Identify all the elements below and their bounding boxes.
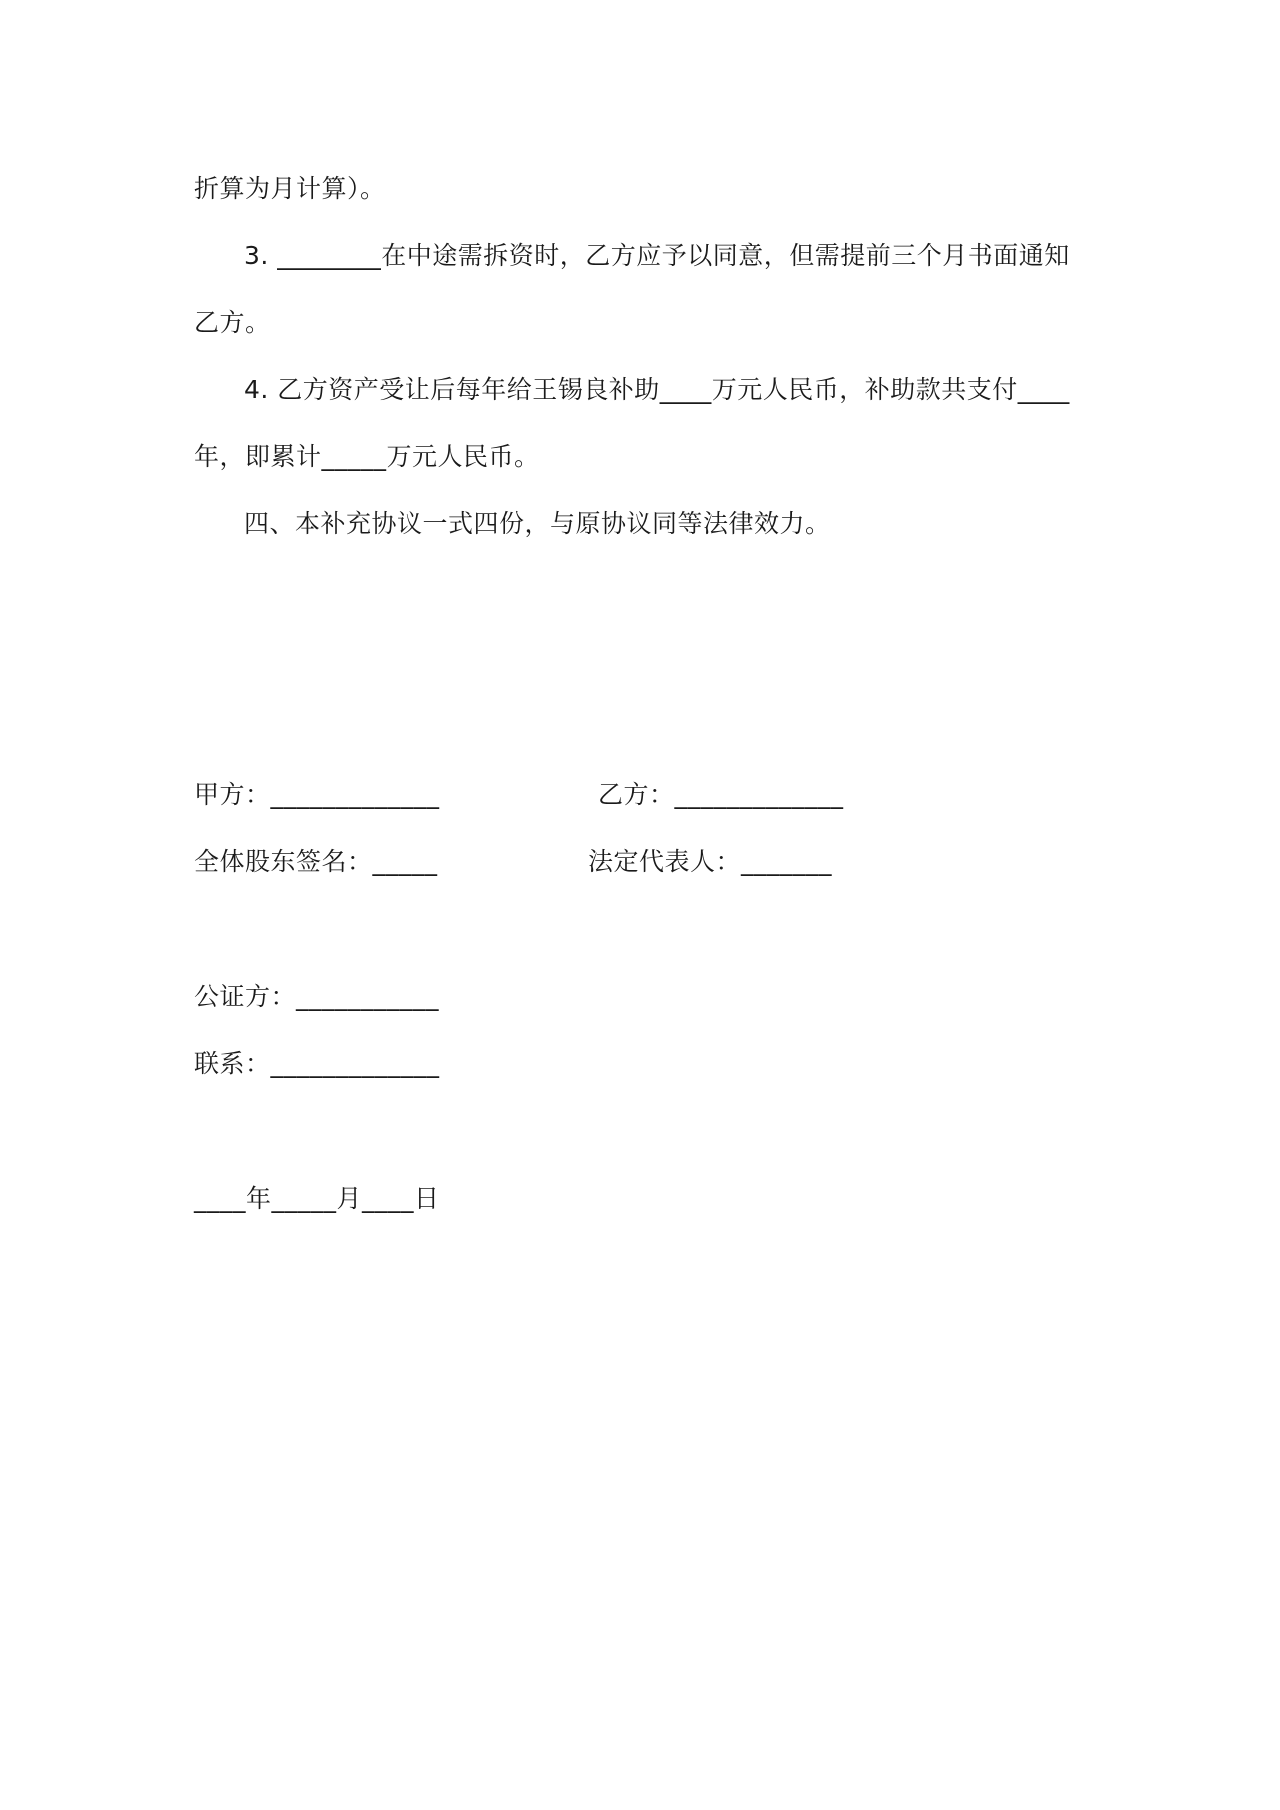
clause-3: 3. ________在中途需拆资时，乙方应予以同意，但需提前三个月书面通知: [244, 241, 1070, 270]
notary-signature: 公证方：___________: [194, 982, 440, 1011]
section-4: 四、本补充协议一式四份，与原协议同等法律效力。: [244, 509, 831, 538]
paragraph-line: 年，即累计_____万元人民币。: [194, 442, 540, 471]
party-b-signature: 乙方：_____________: [598, 780, 844, 809]
paragraph-line: 乙方。: [194, 308, 271, 337]
contact-line: 联系：_____________: [194, 1049, 440, 1078]
legal-representative-signature: 法定代表人：_______: [588, 847, 833, 876]
clause-4: 4. 乙方资产受让后每年给王锡良补助____万元人民币，补助款共支付____: [244, 375, 1070, 404]
date-line: ____年_____月____日: [194, 1184, 440, 1213]
party-a-signature: 甲方：_____________: [194, 780, 440, 809]
paragraph-line: 折算为月计算）。: [194, 174, 386, 203]
shareholders-signature: 全体股东签名：_____: [194, 847, 438, 876]
